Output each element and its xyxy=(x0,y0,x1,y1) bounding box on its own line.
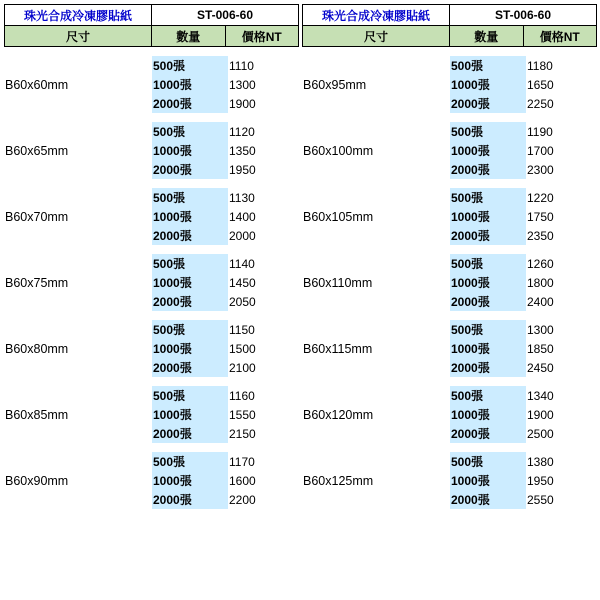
quantity-cell: 2000張 xyxy=(450,358,526,377)
quantity-cell: 1000張 xyxy=(450,339,526,358)
price-cell: 2550 xyxy=(526,490,600,509)
quantity-cell: 500張 xyxy=(450,452,526,471)
price-cell: 1300 xyxy=(526,320,600,339)
group-spacer xyxy=(4,179,296,188)
size-group-table xyxy=(4,320,302,377)
price-cell: 2250 xyxy=(526,94,600,113)
quantity-cell: 1000張 xyxy=(152,405,228,424)
price-cell: 1220 xyxy=(526,188,600,207)
quantity-cell: 2000張 xyxy=(450,490,526,509)
header-price: 價格NT xyxy=(523,26,597,47)
quantity-cell: 1000張 xyxy=(152,75,228,94)
quantity-cell: 1000張 xyxy=(450,405,526,424)
table-row xyxy=(302,254,600,273)
group-spacer xyxy=(302,179,594,188)
quantity-cell: 1000張 xyxy=(152,471,228,490)
table-row xyxy=(4,452,302,471)
size-group-table xyxy=(302,320,600,377)
price-cell: 1750 xyxy=(526,207,600,226)
size-group-table xyxy=(4,122,302,179)
size-label: B60x120mm xyxy=(302,386,450,443)
quantity-cell: 2000張 xyxy=(450,292,526,311)
table-row xyxy=(302,56,600,75)
table-row xyxy=(4,188,302,207)
table-row xyxy=(302,452,600,471)
table-row xyxy=(4,56,302,75)
price-cell: 1650 xyxy=(526,75,600,94)
table-row xyxy=(302,386,600,405)
price-cell: 1700 xyxy=(526,141,600,160)
quantity-cell: 500張 xyxy=(152,122,228,141)
size-group-table xyxy=(4,386,302,443)
quantity-cell: 2000張 xyxy=(152,226,228,245)
quantity-cell: 500張 xyxy=(152,56,228,75)
table-row xyxy=(302,320,600,339)
group-spacer xyxy=(4,245,296,254)
quantity-cell: 500張 xyxy=(450,254,526,273)
price-cell: 1170 xyxy=(228,452,302,471)
price-cell: 2300 xyxy=(526,160,600,179)
quantity-cell: 1000張 xyxy=(152,273,228,292)
price-cell: 1380 xyxy=(526,452,600,471)
title-row xyxy=(303,5,597,26)
header-size: 尺寸 xyxy=(303,26,450,47)
left-price-column xyxy=(4,4,296,600)
product-code: ST-006-60 xyxy=(152,5,299,26)
size-label: B60x65mm xyxy=(4,122,152,179)
quantity-cell: 1000張 xyxy=(450,141,526,160)
price-cell: 1450 xyxy=(228,273,302,292)
price-cell: 2200 xyxy=(228,490,302,509)
left-header-table xyxy=(4,4,299,47)
table-row xyxy=(4,386,302,405)
size-label: B60x95mm xyxy=(302,56,450,113)
quantity-cell: 1000張 xyxy=(450,207,526,226)
size-group-table xyxy=(302,386,600,443)
quantity-cell: 1000張 xyxy=(152,141,228,160)
price-cell: 1600 xyxy=(228,471,302,490)
quantity-cell: 2000張 xyxy=(152,292,228,311)
price-cell: 1350 xyxy=(228,141,302,160)
price-cell: 2400 xyxy=(526,292,600,311)
quantity-cell: 500張 xyxy=(450,320,526,339)
right-price-column xyxy=(302,4,594,600)
price-cell: 1130 xyxy=(228,188,302,207)
price-cell: 1340 xyxy=(526,386,600,405)
table-row xyxy=(4,122,302,141)
price-cell: 2500 xyxy=(526,424,600,443)
size-group-table xyxy=(302,254,600,311)
price-cell: 1900 xyxy=(526,405,600,424)
size-label: B60x70mm xyxy=(4,188,152,245)
price-cell: 2150 xyxy=(228,424,302,443)
price-cell: 1550 xyxy=(228,405,302,424)
quantity-cell: 500張 xyxy=(450,386,526,405)
size-group-table xyxy=(4,188,302,245)
price-cell: 2450 xyxy=(526,358,600,377)
size-label: B60x85mm xyxy=(4,386,152,443)
product-title: 珠光合成冷凍膠貼紙 xyxy=(5,5,152,26)
group-spacer xyxy=(302,245,594,254)
price-cell: 1160 xyxy=(228,386,302,405)
price-cell: 1800 xyxy=(526,273,600,292)
product-title: 珠光合成冷凍膠貼紙 xyxy=(303,5,450,26)
size-label: B60x60mm xyxy=(4,56,152,113)
price-cell: 1190 xyxy=(526,122,600,141)
header-size: 尺寸 xyxy=(5,26,152,47)
quantity-cell: 500張 xyxy=(152,386,228,405)
price-cell: 1950 xyxy=(228,160,302,179)
price-cell: 1300 xyxy=(228,75,302,94)
quantity-cell: 500張 xyxy=(152,254,228,273)
size-group-table xyxy=(302,122,600,179)
column-header-row xyxy=(5,26,299,47)
quantity-cell: 2000張 xyxy=(152,490,228,509)
quantity-cell: 2000張 xyxy=(450,94,526,113)
price-cell: 1180 xyxy=(526,56,600,75)
price-cell: 1140 xyxy=(228,254,302,273)
price-cell: 2000 xyxy=(228,226,302,245)
table-row xyxy=(4,320,302,339)
quantity-cell: 1000張 xyxy=(152,339,228,358)
size-label: B60x75mm xyxy=(4,254,152,311)
price-cell: 1850 xyxy=(526,339,600,358)
right-groups xyxy=(302,47,594,509)
quantity-cell: 1000張 xyxy=(450,273,526,292)
header-quantity: 數量 xyxy=(450,26,524,47)
group-spacer xyxy=(302,443,594,452)
size-group-table xyxy=(4,56,302,113)
quantity-cell: 500張 xyxy=(152,188,228,207)
title-row xyxy=(5,5,299,26)
price-cell: 1400 xyxy=(228,207,302,226)
quantity-cell: 2000張 xyxy=(450,226,526,245)
table-row xyxy=(4,254,302,273)
table-row xyxy=(302,188,600,207)
quantity-cell: 500張 xyxy=(152,452,228,471)
price-cell: 1260 xyxy=(526,254,600,273)
left-groups xyxy=(4,47,296,509)
quantity-cell: 2000張 xyxy=(152,160,228,179)
size-label: B60x110mm xyxy=(302,254,450,311)
group-spacer xyxy=(302,113,594,122)
header-price: 價格NT xyxy=(225,26,299,47)
price-cell: 2050 xyxy=(228,292,302,311)
quantity-cell: 2000張 xyxy=(450,424,526,443)
quantity-cell: 500張 xyxy=(450,56,526,75)
size-label: B60x90mm xyxy=(4,452,152,509)
price-cell: 1150 xyxy=(228,320,302,339)
size-label: B60x100mm xyxy=(302,122,450,179)
price-cell: 1950 xyxy=(526,471,600,490)
size-label: B60x125mm xyxy=(302,452,450,509)
group-spacer xyxy=(302,311,594,320)
quantity-cell: 2000張 xyxy=(152,94,228,113)
quantity-cell: 2000張 xyxy=(152,424,228,443)
group-spacer xyxy=(302,47,594,56)
table-row xyxy=(302,122,600,141)
header-quantity: 數量 xyxy=(152,26,226,47)
price-cell: 1110 xyxy=(228,56,302,75)
right-header-table xyxy=(302,4,597,47)
size-group-table xyxy=(4,452,302,509)
price-cell: 2100 xyxy=(228,358,302,377)
group-spacer xyxy=(4,377,296,386)
quantity-cell: 500張 xyxy=(152,320,228,339)
group-spacer xyxy=(4,47,296,56)
group-spacer xyxy=(4,113,296,122)
quantity-cell: 500張 xyxy=(450,122,526,141)
size-label: B60x115mm xyxy=(302,320,450,377)
quantity-cell: 500張 xyxy=(450,188,526,207)
price-cell: 1500 xyxy=(228,339,302,358)
quantity-cell: 2000張 xyxy=(450,160,526,179)
column-header-row xyxy=(303,26,597,47)
quantity-cell: 2000張 xyxy=(152,358,228,377)
size-group-table xyxy=(302,56,600,113)
price-cell: 1120 xyxy=(228,122,302,141)
size-group-table xyxy=(4,254,302,311)
quantity-cell: 1000張 xyxy=(450,471,526,490)
price-cell: 2350 xyxy=(526,226,600,245)
size-label: B60x105mm xyxy=(302,188,450,245)
group-spacer xyxy=(4,311,296,320)
size-group-table xyxy=(302,188,600,245)
price-cell: 1900 xyxy=(228,94,302,113)
size-label: B60x80mm xyxy=(4,320,152,377)
group-spacer xyxy=(4,443,296,452)
quantity-cell: 1000張 xyxy=(152,207,228,226)
quantity-cell: 1000張 xyxy=(450,75,526,94)
size-group-table xyxy=(302,452,600,509)
product-code: ST-006-60 xyxy=(450,5,597,26)
group-spacer xyxy=(302,377,594,386)
